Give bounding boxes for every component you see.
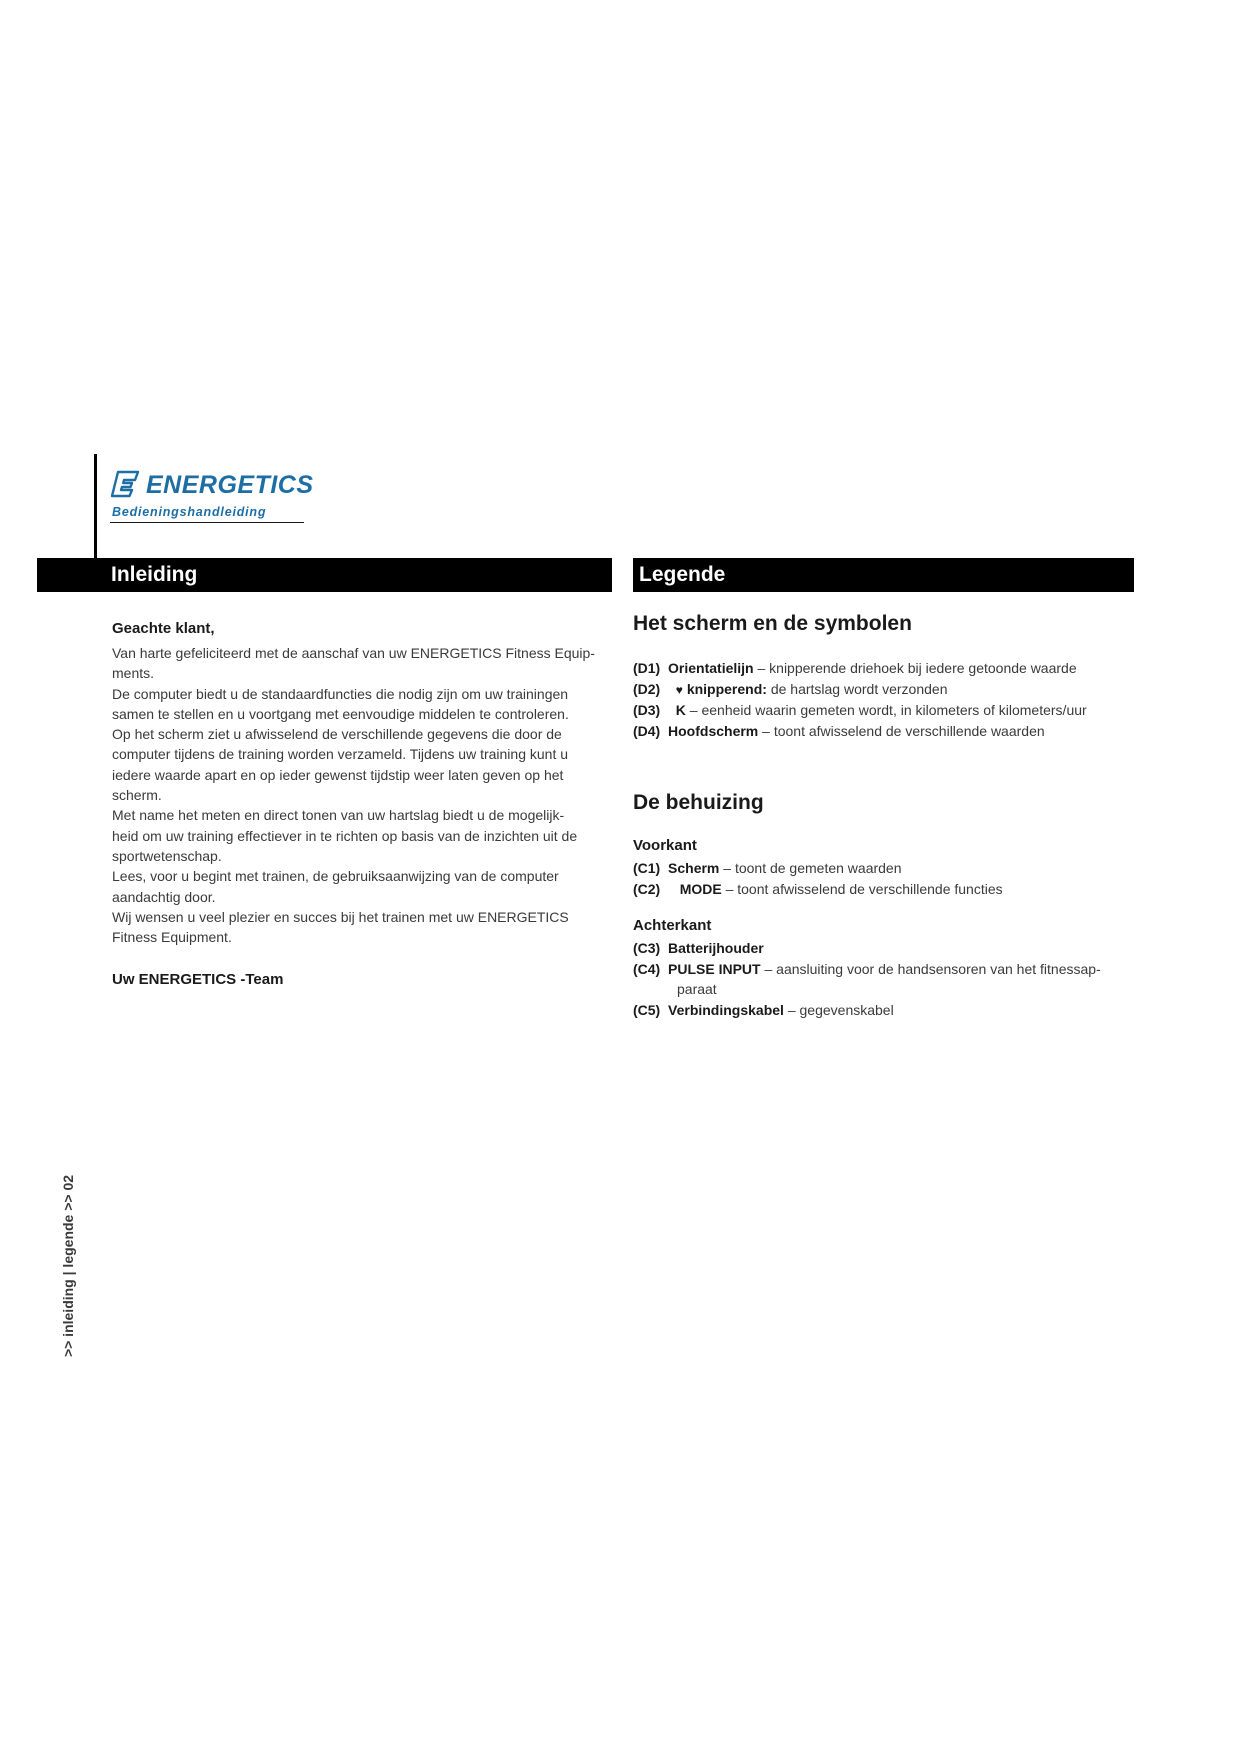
legend-code: (C3) bbox=[633, 940, 661, 956]
intro-line: Fitness Equipment. bbox=[112, 929, 232, 946]
legend-item-c2 bbox=[633, 879, 1153, 900]
legend-term: MODE bbox=[679, 880, 722, 897]
legend-code: (D3) bbox=[633, 702, 661, 718]
display-legend-list bbox=[633, 658, 1153, 741]
legend-desc: – aansluiting voor de handsensoren van het fitnessap- bbox=[760, 960, 1101, 977]
energetics-logo-icon bbox=[110, 470, 140, 498]
legend-item-d3 bbox=[633, 700, 1153, 721]
salutation: Geachte klant, bbox=[112, 620, 215, 637]
legend-item-d2 bbox=[633, 679, 1153, 701]
display-section-title: Het scherm en de symbolen bbox=[633, 612, 912, 635]
legend-item-d4 bbox=[633, 721, 1153, 742]
front-subtitle: Voorkant bbox=[633, 837, 697, 854]
intro-line: Met name het meten en direct tonen van uw hartslag biedt u de mogelijk- bbox=[112, 807, 565, 824]
legend-item-c5 bbox=[633, 1000, 1153, 1021]
brand-logo bbox=[110, 470, 314, 526]
legend-term: Scherm bbox=[668, 860, 720, 876]
legend-term: PULSE INPUT bbox=[668, 960, 761, 977]
legend-item-d1 bbox=[633, 658, 1153, 679]
legend-desc: – toont afwisselend de verschillende waarden bbox=[758, 722, 1045, 739]
intro-line: computer tijdens de training worden verzameld. Tijdens uw training kunt u bbox=[112, 746, 569, 763]
legend-term: Verbindingskabel bbox=[668, 1001, 784, 1018]
back-subtitle: Achterkant bbox=[633, 917, 712, 934]
legend-term: Batterijhouder bbox=[668, 940, 764, 956]
intro-line: Op het scherm ziet u afwisselend de verschillende gegevens die door de bbox=[112, 726, 562, 743]
legend-code: (C1) bbox=[633, 860, 661, 876]
legend-desc-continuation: paraat bbox=[677, 981, 717, 997]
legend-item-c3 bbox=[633, 938, 1153, 959]
legend-code: (D1) bbox=[633, 660, 661, 676]
section-header-inleiding: Inleiding bbox=[37, 558, 612, 592]
legend-term: K bbox=[675, 702, 686, 718]
intro-line: ments. bbox=[112, 665, 155, 682]
intro-line: heid om uw training effectiever in te richten op basis van de inzichten uit de bbox=[112, 827, 578, 844]
housing-section-title: De behuizing bbox=[633, 791, 764, 814]
intro-line: Wij wensen u veel plezier en succes bij het trainen met uw ENERGETICS bbox=[112, 908, 569, 925]
intro-line: Van harte gefeliciteerd met de aanschaf van uw ENERGETICS Fitness Equip- bbox=[112, 645, 595, 661]
intro-line: scherm. bbox=[112, 787, 162, 804]
brand-subtitle: Bedieningshandleiding bbox=[112, 505, 267, 519]
intro-line: De computer biedt u de standaardfuncties die nodig zijn om uw trainingen bbox=[112, 685, 569, 702]
legend-item-c1 bbox=[633, 858, 1153, 879]
legend-desc: de hartslag wordt verzonden bbox=[766, 680, 948, 697]
legend-column bbox=[633, 612, 1153, 1020]
side-page-label: >> inleiding | legende >> 02 bbox=[60, 1174, 76, 1358]
intro-line: aandachtig door. bbox=[112, 888, 216, 905]
legend-desc: – knipperende driehoek bij iedere getoonde waarde bbox=[753, 660, 1077, 676]
legend-desc: – gegevenskabel bbox=[783, 1001, 894, 1018]
legend-code: (C5) bbox=[633, 1001, 661, 1018]
legend-term: knipperend: bbox=[686, 680, 767, 697]
legend-code: (C2) bbox=[633, 880, 661, 897]
legend-code: (D2) bbox=[633, 680, 661, 697]
intro-column bbox=[112, 620, 607, 988]
margin-rule bbox=[94, 454, 97, 558]
brand-underline bbox=[110, 522, 304, 523]
legend-code: (D4) bbox=[633, 722, 661, 739]
legend-desc: – eenheid waarin gemeten wordt, in kilometers of kilometers/uur bbox=[685, 702, 1087, 718]
section-header-legende: Legende bbox=[633, 558, 1134, 592]
intro-line: sportwetenschap. bbox=[112, 847, 222, 864]
heart-icon: ♥ bbox=[675, 682, 683, 697]
signoff: Uw ENERGETICS -Team bbox=[112, 971, 284, 989]
legend-item-c4 bbox=[633, 959, 1153, 1000]
back-legend-list bbox=[633, 938, 1153, 1020]
intro-text bbox=[112, 643, 607, 947]
legend-desc: – toont afwisselend de verschillende functies bbox=[721, 880, 1003, 897]
legend-desc: – toont de gemeten waarden bbox=[719, 860, 902, 876]
intro-line: samen te stellen en u voortgang met eenvoudige middelen te controleren. bbox=[112, 705, 569, 722]
legend-code: (C4) bbox=[633, 960, 661, 977]
intro-line: Lees, voor u begint met trainen, de gebruiksaanwijzing van de computer bbox=[112, 868, 559, 885]
legend-term: Hoofdscherm bbox=[668, 722, 759, 739]
front-legend-list bbox=[633, 858, 1153, 899]
brand-name: ENERGETICS bbox=[146, 471, 314, 499]
legend-term: Orientatielijn bbox=[668, 660, 754, 676]
intro-line: iedere waarde apart en op ieder gewenst tijdstip weer laten geven op het bbox=[112, 766, 564, 783]
